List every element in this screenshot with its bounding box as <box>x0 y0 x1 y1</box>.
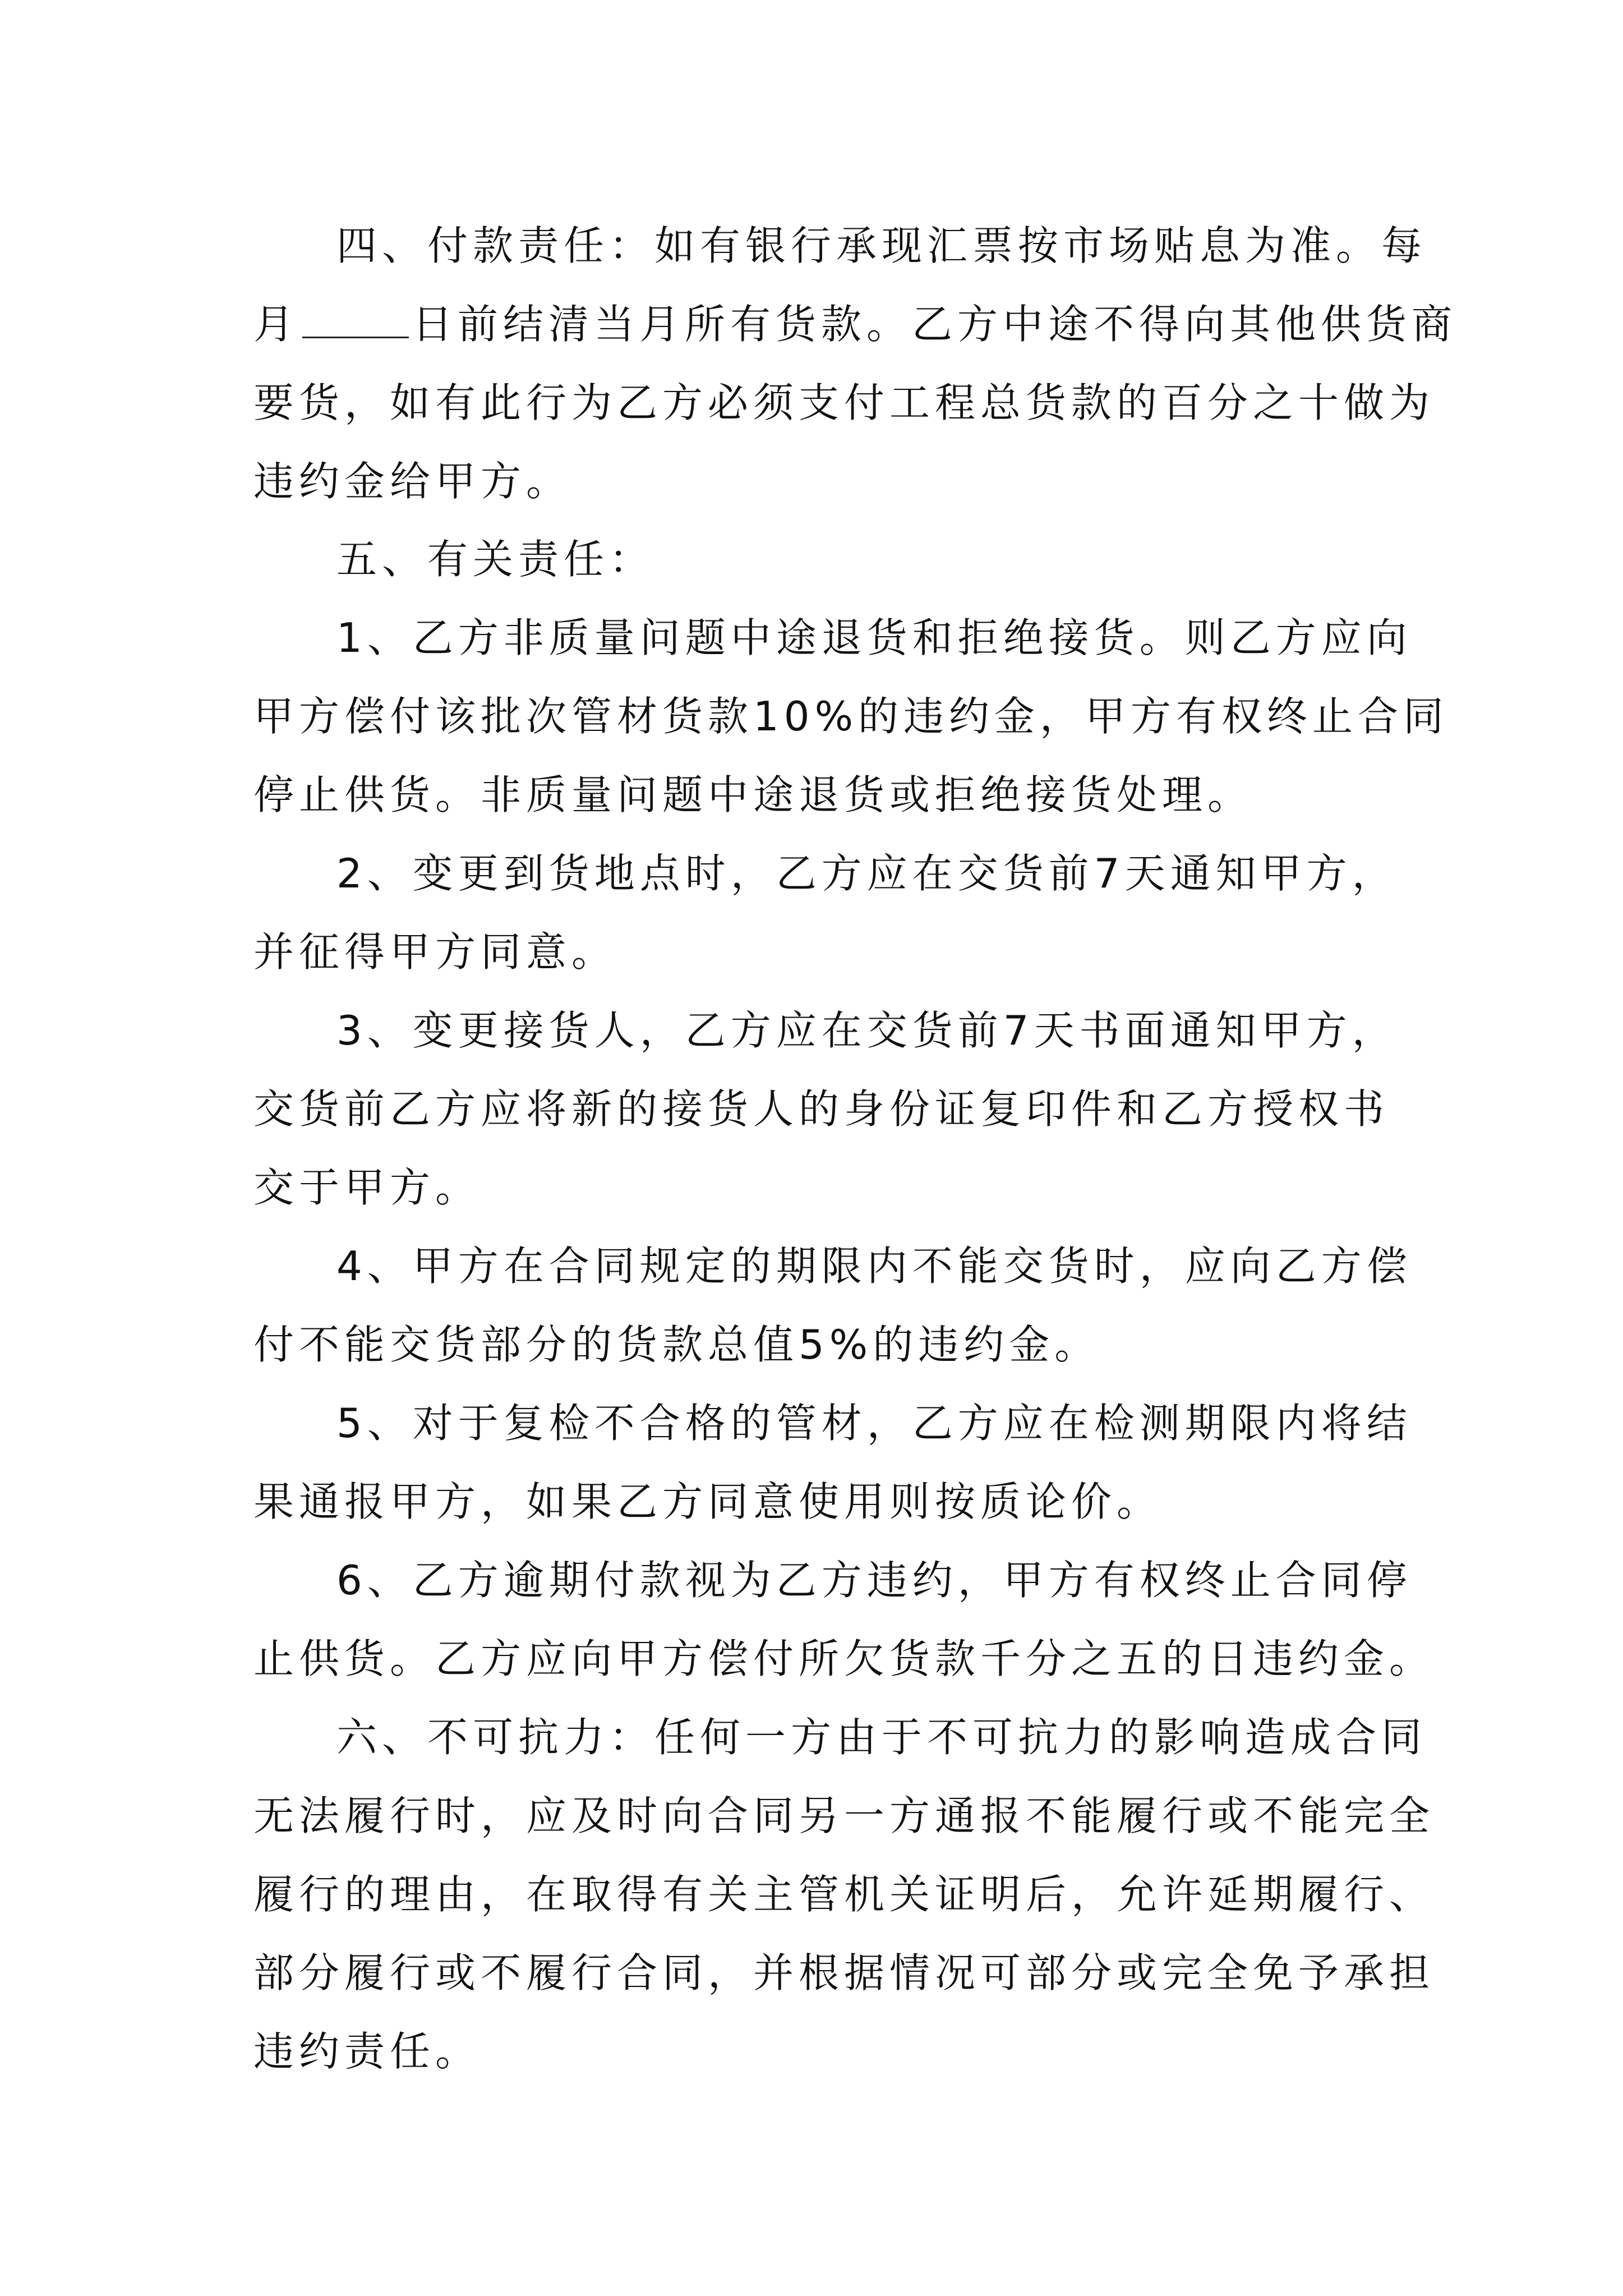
clause-1-line-3: 停止供货。非质量问题中途退货或拒绝接货处理。 <box>253 771 1253 818</box>
paragraph-payment-line-3: 要货，如有此行为乙方必须支付工程总货款的百分之十做为 <box>253 379 1435 426</box>
clause-1-line-1: 1、乙方非质量问题中途退货和拒绝接货。则乙方应向 <box>336 614 1412 661</box>
paragraph-payment-line-1: 四、付款责任：如有银行承现汇票按市场贴息为准。每 <box>336 222 1427 269</box>
clause-4-line-1: 4、甲方在合同规定的期限内不能交货时，应向乙方偿 <box>336 1243 1412 1290</box>
force-majeure-line-5: 违约责任。 <box>253 2028 481 2075</box>
clause-3-line-2: 交货前乙方应将新的接货人的身份证复印件和乙方授权书 <box>253 1085 1390 1133</box>
text-settlement: 日前结清当月所有货款。乙方中途不得向其他供货商 <box>412 301 1458 348</box>
clause-3-line-3: 交于甲方。 <box>253 1164 481 1211</box>
clause-5-line-2: 果通报甲方，如果乙方同意使用则按质论价。 <box>253 1478 1163 1525</box>
clause-5-line-1: 5、对于复检不合格的管材，乙方应在检测期限内将结 <box>336 1400 1412 1447</box>
clause-6-line-1: 6、乙方逾期付款视为乙方违约，甲方有权终止合同停 <box>336 1557 1412 1604</box>
force-majeure-line-4: 部分履行或不履行合同，并根据情况可部分或完全免予承担 <box>253 1949 1435 1996</box>
text-month: 月 <box>253 301 299 348</box>
paragraph-payment-line-4: 违约金给甲方。 <box>253 458 572 505</box>
clause-2-line-1: 2、变更到货地点时，乙方应在交货前7天通知甲方， <box>336 850 1398 897</box>
blank-underline <box>302 334 409 338</box>
paragraph-payment-line-2 <box>253 299 1458 349</box>
clause-2-line-2: 并征得甲方同意。 <box>253 928 617 976</box>
force-majeure-line-2: 无法履行时，应及时向合同另一方通报不能履行或不能完全 <box>253 1792 1435 1839</box>
section-heading-responsibility: 五、有关责任： <box>336 536 655 583</box>
clause-6-line-2: 止供货。乙方应向甲方偿付所欠货款千分之五的日违约金。 <box>253 1635 1435 1682</box>
clause-3-line-1: 3、变更接货人，乙方应在交货前7天书面通知甲方， <box>336 1007 1398 1054</box>
clause-1-line-2: 甲方偿付该批次管材货款10%的违约金，甲方有权终止合同 <box>253 693 1449 740</box>
force-majeure-line-1: 六、不可抗力：任何一方由于不可抗力的影响造成合同 <box>336 1714 1427 1761</box>
force-majeure-line-3: 履行的理由，在取得有关主管机关证明后，允许延期履行、 <box>253 1871 1435 1918</box>
clause-4-line-2: 付不能交货部分的货款总值5%的违约金。 <box>253 1321 1100 1368</box>
